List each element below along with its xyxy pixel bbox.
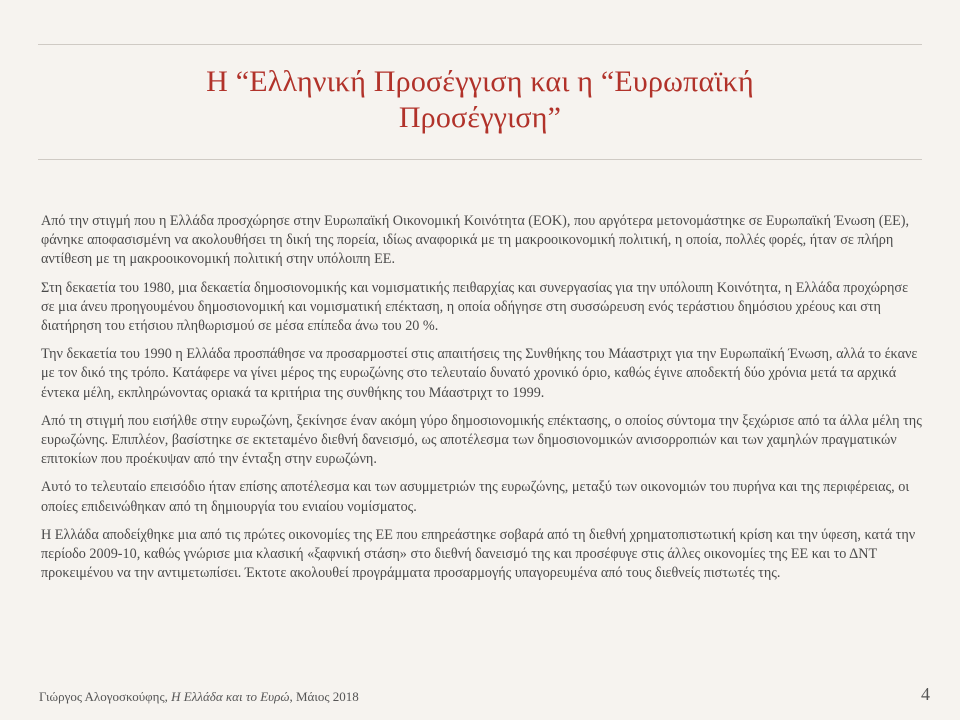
slide-body bbox=[41, 212, 923, 592]
paragraph-6: Η Ελλάδα αποδείχθηκε μια από τις πρώτες οικονομίες της ΕΕ που επηρεάστηκε σοβαρά από τη διεθνή χρηματοπιστωτική κρίση και την ύφεση, κατά την περίοδο 2009-10, καθώς γνώρισε μια κλασική «ξαφνική στάση» στο διεθνή δανεισμό της και προσέφυγε στις άλλες οικονομίες της ΕΕ και το ΔΝΤ προκειμένου να την αντιμετωπίσει. Έκτοτε ακολουθεί προγράμματα προσαρμογής υπαγορευμένα από τους διεθνείς πιστωτές της. bbox=[41, 526, 916, 582]
paragraph-4: Από τη στιγμή που εισήλθε στην ευρωζώνη, ξεκίνησε έναν ακόμη γύρο δημοσιονομικής επέκτασης, ο οποίος σύντομα την ξεχώρισε από τα άλλα μέλη της ευρωζώνης. Επιπλέον, βασίστηκε σε εκτεταμένο διεθνή δανεισμό, ως αποτέλεσμα των δημοσιονομικών ανισορροπιών και των χαμηλών πραγματικών επιτοκίων που προέκυψαν από την ένταξη στην ευρωζώνη. bbox=[41, 412, 922, 468]
paragraph-3: Την δεκαετία του 1990 η Ελλάδα προσπάθησε να προσαρμοστεί στις απαιτήσεις της Συνθήκης του Μάαστριχτ για την Ευρωπαϊκή Ένωση, αλλά το έκανε με τον δικό της τρόπο. Κατάφερε να γίνει μέρος της ευρωζώνης στο τελευταίο δυνατό χρονικό όριο, καθώς έγινε αποδεκτή δύο χρόνια μετά τα αρχικά έντεκα μέλη, εκπληρώνοντας οριακά τα κριτήρια της συνθήκης του Μάαστριχτ το 1999. bbox=[41, 346, 918, 401]
paragraph-5: Αυτό το τελευταίο επεισόδιο ήταν επίσης αποτέλεσμα και των ασυμμετριών της ευρωζώνης, μεταξύ των οικονομιών του πυρήνα και της περιφέρειας, οι οποίες επιδεινώθηκαν από τη δημιουργία του ενιαίου νομίσματος. bbox=[41, 479, 910, 515]
slide-title bbox=[40, 64, 920, 136]
paragraph-2: Στη δεκαετία του 1980, μια δεκαετία δημοσιονομικής και νομισματικής πειθαρχίας και συνεργασίας για την υπόλοιπη Κοινότητα, η Ελλάδα προχώρησε σε μια άνευ προηγουμένου δημοσιονομική και νομισματική επέκταση, η οποία οδήγησε στη συσσώρευση ενός τεράστιου δημόσιου χρέους και στη διατήρηση του ετήσιου πληθωρισμού σε μέσα επίπεδα άνω του 20 %. bbox=[41, 279, 909, 335]
page-number: 4 bbox=[921, 684, 930, 704]
footer-author: Γιώργος Αλογοσκούφης, bbox=[39, 689, 172, 704]
footer-book-title: Η Ελλάδα και το Ευρώ bbox=[171, 689, 290, 704]
paragraph-1: Από την στιγμή που η Ελλάδα προσχώρησε στην Ευρωπαϊκή Οικονομική Κοινότητα (ΕΟΚ), που αργότερα μετονομάστηκε σε Ευρωπαϊκή Ένωση (ΕΕ), φάνηκε αποφασισμένη να ακολουθήσει τη δική της πορεία, ιδίως αναφορικά με τη μακροοικονομική πολιτική, η οποία, πολλές φορές, ήταν σε πλήρη αντίθεση με τη μακροοικονομική πολιτική στην υπόλοιπη ΕΕ. bbox=[41, 213, 910, 268]
footer-date: , Μάιος 2018 bbox=[289, 689, 359, 704]
title-divider bbox=[38, 159, 922, 160]
slide-title-line-1: Η “Ελληνική Προσέγγιση και η “Ευρωπαϊκή bbox=[206, 65, 754, 98]
footer-citation bbox=[39, 689, 359, 705]
top-divider bbox=[38, 44, 922, 45]
slide-title-line-2: Προσέγγιση” bbox=[398, 101, 562, 134]
